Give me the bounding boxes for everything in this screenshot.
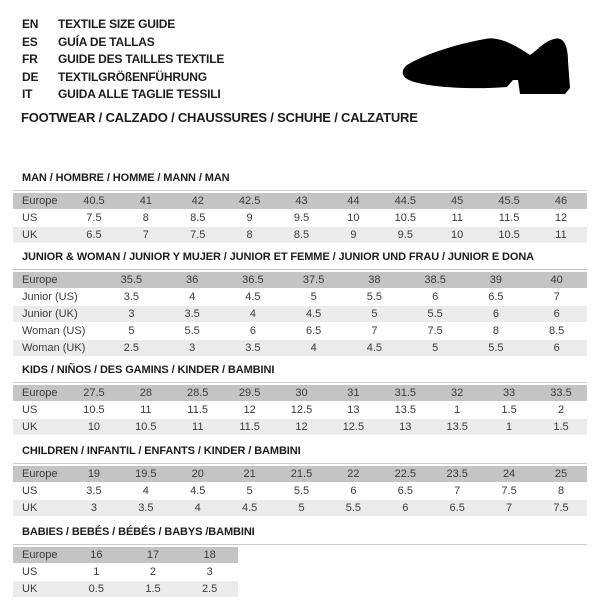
size-cell: 11 <box>120 402 172 419</box>
size-cell: 5 <box>283 289 344 306</box>
size-cell: 4.5 <box>224 500 276 517</box>
size-cell: 19 <box>68 466 120 483</box>
size-cell: 38.5 <box>405 272 466 289</box>
size-cell: 2.5 <box>181 581 238 598</box>
language-row <box>22 34 224 52</box>
size-cell: 29.5 <box>224 385 276 402</box>
size-cell: 10.5 <box>120 419 172 436</box>
language-code: EN <box>22 17 39 31</box>
table-row <box>13 466 587 483</box>
size-cell: 7 <box>344 323 405 340</box>
size-cell: 7 <box>526 289 587 306</box>
size-cell: 3.5 <box>101 289 162 306</box>
row-label: UK <box>13 419 68 436</box>
size-cell: 27.5 <box>68 385 120 402</box>
language-code: ES <box>22 34 38 49</box>
size-cell: 44.5 <box>379 193 431 210</box>
table-row <box>13 500 587 517</box>
size-cell: 6 <box>327 483 379 500</box>
size-cell: 12 <box>535 210 587 227</box>
size-cell: 6.5 <box>431 500 483 517</box>
section-title: BABIES / BEBÉS / BÉBÉS / BABYS /BAMBINI <box>22 526 255 538</box>
section-man <box>13 173 587 244</box>
size-cell: 8.5 <box>276 227 328 244</box>
size-cell: 8.5 <box>526 323 587 340</box>
size-cell: 6.5 <box>283 323 344 340</box>
size-cell: 7.5 <box>68 210 120 227</box>
size-cell: 6 <box>466 306 527 323</box>
size-cell: 35.5 <box>101 272 162 289</box>
size-table-babies <box>13 547 238 598</box>
table-row <box>13 581 238 598</box>
size-cell: 1 <box>68 564 125 581</box>
size-cell: 7 <box>483 500 535 517</box>
size-cell: 42 <box>172 193 224 210</box>
size-cell: 5 <box>276 500 328 517</box>
size-cell: 7.5 <box>405 323 466 340</box>
row-label: Junior (UK) <box>13 306 101 323</box>
language-code: DE <box>22 69 39 84</box>
section-children <box>13 446 587 517</box>
size-table-wrap <box>13 382 587 436</box>
size-table-man <box>13 193 587 244</box>
size-cell: 2.5 <box>101 340 162 357</box>
size-cell: 11 <box>172 419 224 436</box>
size-cell: 10 <box>431 227 483 244</box>
size-cell: 12 <box>224 402 276 419</box>
size-cell: 30 <box>276 385 328 402</box>
language-row <box>22 16 224 34</box>
row-label: Woman (US) <box>13 323 101 340</box>
size-cell: 1 <box>431 402 483 419</box>
language-code: IT <box>22 87 33 101</box>
size-cell: 32 <box>431 385 483 402</box>
size-cell: 4.5 <box>344 340 405 357</box>
size-cell: 9 <box>327 227 379 244</box>
size-cell: 40.5 <box>68 193 120 210</box>
size-cell: 43 <box>276 193 328 210</box>
size-cell: 10.5 <box>68 402 120 419</box>
table-row <box>13 272 587 289</box>
size-cell: 10.5 <box>483 227 535 244</box>
size-cell: 6 <box>405 289 466 306</box>
size-cell: 7.5 <box>172 227 224 244</box>
size-cell: 11.5 <box>224 419 276 436</box>
size-cell: 22 <box>327 466 379 483</box>
size-cell: 3 <box>181 564 238 581</box>
size-cell: 13.5 <box>431 419 483 436</box>
size-cell: 3 <box>162 340 223 357</box>
size-cell: 5.5 <box>405 306 466 323</box>
language-row <box>22 86 224 104</box>
table-row <box>13 210 587 227</box>
size-cell: 2 <box>535 402 587 419</box>
size-cell: 4 <box>283 340 344 357</box>
size-cell: 12.5 <box>276 402 328 419</box>
size-cell: 1.5 <box>483 402 535 419</box>
size-cell: 1.5 <box>125 581 182 598</box>
table-row <box>13 227 587 244</box>
size-cell: 8.5 <box>172 210 224 227</box>
size-cell: 41 <box>120 193 172 210</box>
section-babies <box>13 527 587 598</box>
size-cell: 3.5 <box>120 500 172 517</box>
size-cell: 24 <box>483 466 535 483</box>
section-title: KIDS / NIÑOS / DES GAMINS / KINDER / BAMBINI <box>22 364 275 376</box>
row-label: Europe <box>13 193 68 210</box>
size-tables <box>13 173 587 600</box>
section-kids <box>13 365 587 436</box>
size-cell: 3.5 <box>162 306 223 323</box>
size-cell: 5.5 <box>466 340 527 357</box>
language-title: TEXTILE SIZE GUIDE <box>58 17 176 31</box>
size-cell: 5 <box>344 306 405 323</box>
size-table-children <box>13 466 587 517</box>
table-row <box>13 419 587 436</box>
section-title: JUNIOR & WOMAN / JUNIOR Y MUJER / JUNIOR ET FEMME / JUNIOR UND FRAU / JUNIOR E DONA <box>22 251 535 263</box>
row-label: US <box>13 483 68 500</box>
table-row <box>13 323 587 340</box>
size-cell: 6 <box>223 323 284 340</box>
size-cell: 12.5 <box>327 419 379 436</box>
size-table-wrap <box>13 269 587 357</box>
size-cell: 7 <box>431 483 483 500</box>
category-title: FOOTWEAR / CALZADO / CHAUSSURES / SCHUHE / CALZATURE <box>21 110 418 125</box>
table-row <box>13 385 587 402</box>
size-cell: 45 <box>431 193 483 210</box>
size-cell: 8 <box>224 227 276 244</box>
size-cell: 18 <box>181 547 238 564</box>
row-label: US <box>13 210 68 227</box>
size-cell: 0.5 <box>68 581 125 598</box>
table-row <box>13 289 587 306</box>
size-cell: 40 <box>526 272 587 289</box>
size-table-junior-woman <box>13 272 587 357</box>
size-cell: 7 <box>120 227 172 244</box>
row-label: Europe <box>13 547 68 564</box>
size-cell: 4 <box>162 289 223 306</box>
size-table-wrap <box>13 544 587 598</box>
size-cell: 8 <box>466 323 527 340</box>
size-cell: 4 <box>120 483 172 500</box>
size-cell: 25 <box>535 466 587 483</box>
size-cell: 11 <box>535 227 587 244</box>
size-cell: 7.5 <box>535 500 587 517</box>
size-cell: 1 <box>483 419 535 436</box>
language-title: GUÍA DE TALLAS <box>58 34 155 49</box>
size-cell: 28.5 <box>172 385 224 402</box>
section-junior-woman <box>13 252 587 357</box>
language-row <box>22 51 224 69</box>
size-cell: 22.5 <box>379 466 431 483</box>
size-cell: 13 <box>327 402 379 419</box>
size-cell: 39 <box>466 272 527 289</box>
size-cell: 16 <box>68 547 125 564</box>
language-list <box>22 16 224 104</box>
size-cell: 31 <box>327 385 379 402</box>
size-cell: 9.5 <box>379 227 431 244</box>
size-cell: 5.5 <box>344 289 405 306</box>
language-title: TEXTILGRÖßENFÜHRUNG <box>58 69 207 84</box>
table-row <box>13 483 587 500</box>
table-row <box>13 402 587 419</box>
size-cell: 23.5 <box>431 466 483 483</box>
size-cell: 6.5 <box>466 289 527 306</box>
size-cell: 42.5 <box>224 193 276 210</box>
size-cell: 4.5 <box>283 306 344 323</box>
row-label: US <box>13 564 68 581</box>
size-cell: 5 <box>101 323 162 340</box>
size-cell: 36.5 <box>223 272 284 289</box>
row-label: US <box>13 402 68 419</box>
size-cell: 9.5 <box>276 210 328 227</box>
size-cell: 3 <box>68 500 120 517</box>
size-cell: 2 <box>125 564 182 581</box>
size-cell: 19.5 <box>120 466 172 483</box>
size-cell: 3 <box>101 306 162 323</box>
size-cell: 36 <box>162 272 223 289</box>
size-cell: 31.5 <box>379 385 431 402</box>
size-cell: 5.5 <box>162 323 223 340</box>
size-table-wrap <box>13 463 587 517</box>
size-cell: 11.5 <box>483 210 535 227</box>
size-cell: 44 <box>327 193 379 210</box>
size-cell: 33.5 <box>535 385 587 402</box>
row-label: UK <box>13 581 68 598</box>
size-cell: 21 <box>224 466 276 483</box>
size-cell: 1.5 <box>535 419 587 436</box>
size-cell: 6.5 <box>379 483 431 500</box>
size-cell: 6.5 <box>68 227 120 244</box>
size-cell: 37.5 <box>283 272 344 289</box>
size-cell: 5.5 <box>276 483 328 500</box>
row-label: Europe <box>13 272 101 289</box>
size-cell: 4 <box>172 500 224 517</box>
row-label: Europe <box>13 466 68 483</box>
size-cell: 5 <box>405 340 466 357</box>
row-label: Woman (UK) <box>13 340 101 357</box>
size-cell: 5.5 <box>327 500 379 517</box>
table-row <box>13 547 238 564</box>
size-cell: 46 <box>535 193 587 210</box>
size-cell: 13 <box>379 419 431 436</box>
size-table-kids <box>13 385 587 436</box>
size-cell: 5 <box>224 483 276 500</box>
size-cell: 9 <box>224 210 276 227</box>
size-cell: 38 <box>344 272 405 289</box>
size-cell: 21.5 <box>276 466 328 483</box>
row-label: UK <box>13 227 68 244</box>
table-row <box>13 564 238 581</box>
section-title: MAN / HOMBRE / HOMME / MANN / MAN <box>22 172 230 184</box>
section-title: CHILDREN / INFANTIL / ENFANTS / KINDER / BAMBINI <box>22 445 301 457</box>
size-cell: 13.5 <box>379 402 431 419</box>
size-cell: 4.5 <box>223 289 284 306</box>
row-label: Europe <box>13 385 68 402</box>
size-cell: 8 <box>120 210 172 227</box>
language-title: GUIDE DES TAILLES TEXTILE <box>58 52 225 66</box>
language-code: FR <box>22 52 38 66</box>
table-row <box>13 340 587 357</box>
size-cell: 4 <box>223 306 284 323</box>
size-cell: 11.5 <box>172 402 224 419</box>
size-cell: 6 <box>526 340 587 357</box>
size-table-wrap <box>13 190 587 244</box>
dress-shoe-icon <box>399 33 577 95</box>
size-cell: 12 <box>276 419 328 436</box>
row-label: Junior (US) <box>13 289 101 306</box>
language-title: GUIDA ALLE TAGLIE TESSILI <box>58 87 221 101</box>
size-cell: 45.5 <box>483 193 535 210</box>
size-cell: 3.5 <box>68 483 120 500</box>
size-cell: 6 <box>526 306 587 323</box>
size-cell: 6 <box>379 500 431 517</box>
size-cell: 3.5 <box>223 340 284 357</box>
language-row <box>22 69 224 87</box>
size-cell: 17 <box>125 547 182 564</box>
size-cell: 20 <box>172 466 224 483</box>
size-cell: 33 <box>483 385 535 402</box>
table-row <box>13 193 587 210</box>
size-cell: 7.5 <box>483 483 535 500</box>
table-row <box>13 306 587 323</box>
size-cell: 10.5 <box>379 210 431 227</box>
size-cell: 4.5 <box>172 483 224 500</box>
size-cell: 10 <box>68 419 120 436</box>
size-cell: 10 <box>327 210 379 227</box>
row-label: UK <box>13 500 68 517</box>
size-cell: 8 <box>535 483 587 500</box>
size-cell: 11 <box>431 210 483 227</box>
size-cell: 28 <box>120 385 172 402</box>
